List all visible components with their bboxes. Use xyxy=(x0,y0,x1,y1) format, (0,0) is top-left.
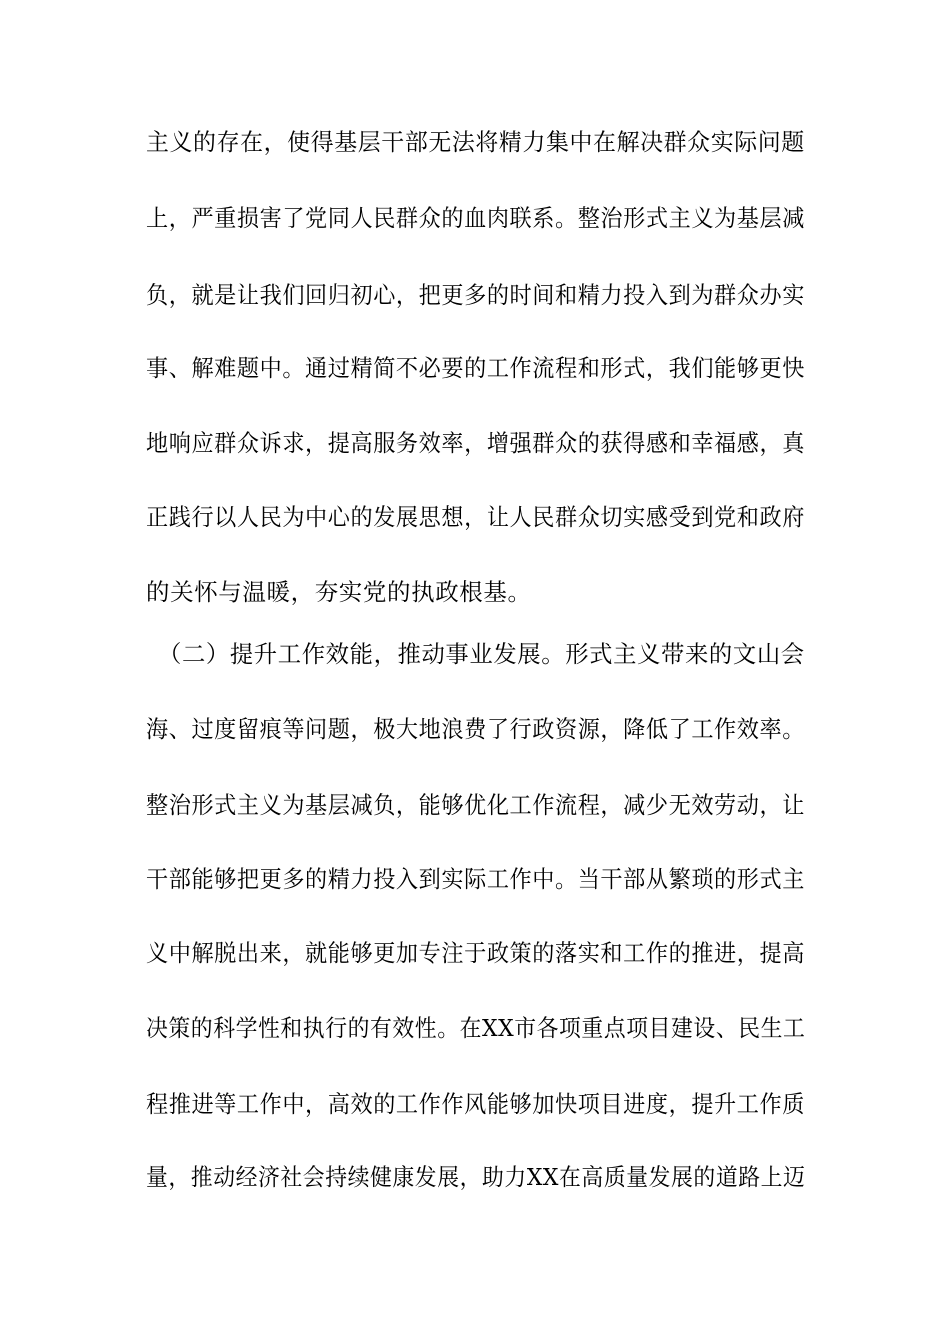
text-line: 量，推动经济社会持续健康发展，助力XX在高质量发展的道路上迈 xyxy=(146,1163,806,1191)
text-line: 海、过度留痕等问题，极大地浪费了行政资源，降低了工作效率。 xyxy=(146,715,805,743)
text-line: 干部能够把更多的精力投入到实际工作中。当干部从繁琐的形式主 xyxy=(146,865,805,893)
text-line: 负，就是让我们回归初心，把更多的时间和精力投入到为群众办实 xyxy=(146,281,805,309)
text-line: 整治形式主义为基层减负，能够优化工作流程，减少无效劳动，让 xyxy=(146,791,805,819)
paragraph-heading-line: （二）提升工作效能，推动事业发展。形式主义带来的文山会 xyxy=(158,640,805,668)
text-line: 正践行以人民为中心的发展思想，让人民群众切实感受到党和政府 xyxy=(146,503,805,531)
text-line: 事、解难题中。通过精简不必要的工作流程和形式，我们能够更快 xyxy=(146,354,805,382)
text-line: 程推进等工作中，高效的工作作风能够加快项目进度，提升工作质 xyxy=(146,1090,805,1118)
text-line: 义中解脱出来，就能够更加专注于政策的落实和工作的推进，提高 xyxy=(146,939,805,967)
text-line: 主义的存在，使得基层干部无法将精力集中在解决群众实际问题 xyxy=(146,128,805,156)
text-line: 决策的科学性和执行的有效性。在XX市各项重点项目建设、民生工 xyxy=(146,1014,806,1042)
text-line: 的关怀与温暖，夯实党的执政根基。 xyxy=(146,578,532,606)
text-line: 上，严重损害了党同人民群众的血肉联系。整治形式主义为基层减 xyxy=(146,204,805,232)
text-line: 地响应群众诉求，提高服务效率，增强群众的获得感和幸福感，真 xyxy=(146,429,805,457)
